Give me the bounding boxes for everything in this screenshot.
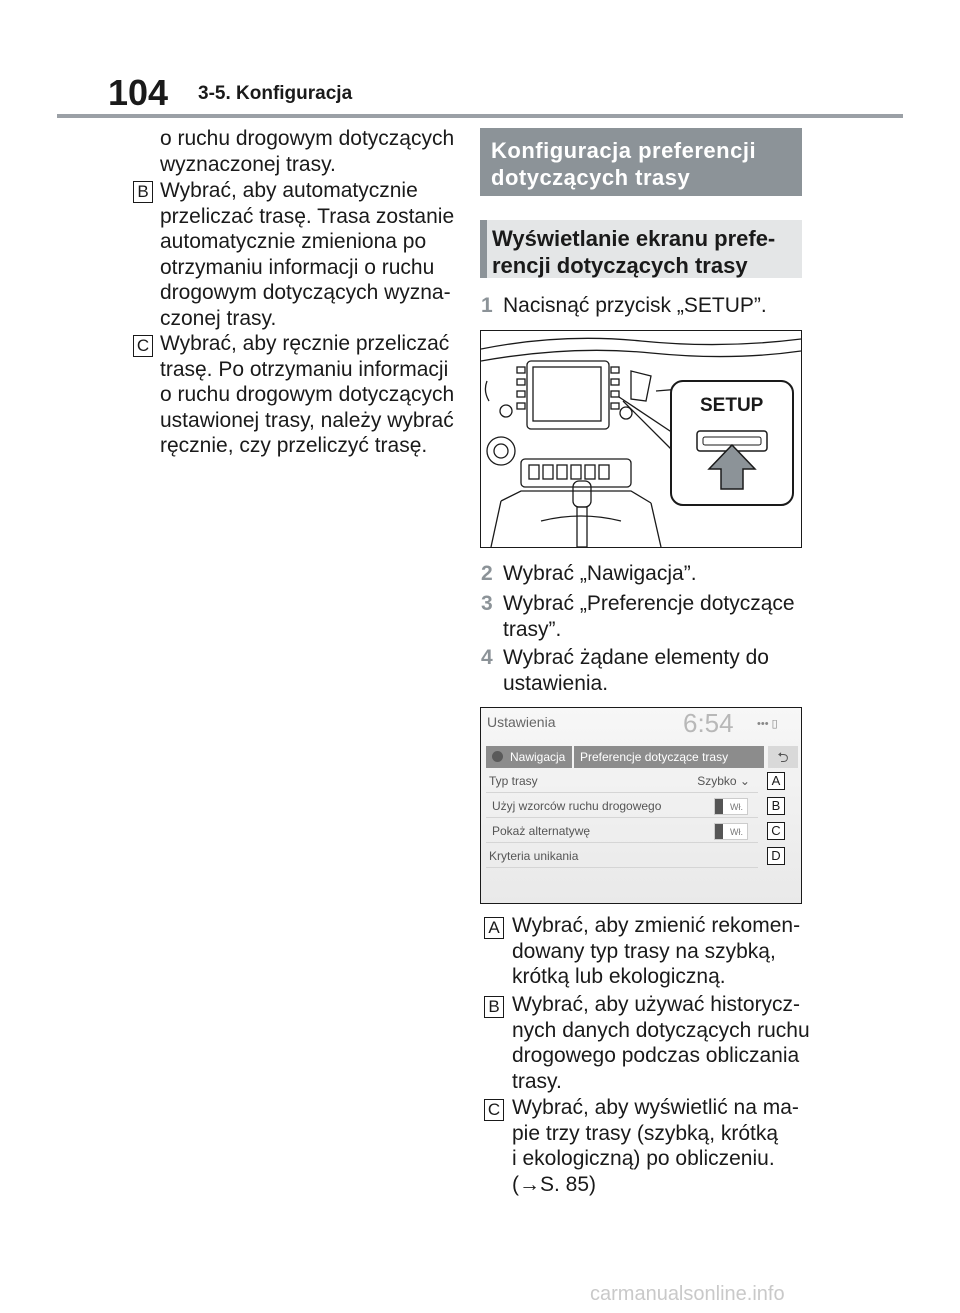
page-number: 104 [108, 72, 169, 113]
back-icon[interactable]: ⮌ [768, 746, 798, 768]
text-line: trasę. Po otrzymaniu informacji [160, 357, 449, 381]
letter-marker-b: B [767, 797, 785, 815]
route-type-value: Szybko ⌄ [697, 774, 750, 788]
text-line: Nacisnąć przycisk „SETUP”. [503, 294, 767, 317]
text-line: Wybrać, aby zmienić rekomen- [512, 914, 801, 937]
letter-marker-a: A [767, 772, 785, 790]
text-line: przeliczać trasę. Trasa zostanie [160, 204, 455, 228]
step-1-text [503, 293, 767, 319]
letter-marker-a: A [484, 917, 504, 939]
text-line: Wybrać żądane elementy do [503, 646, 769, 669]
letter-marker-d: D [767, 847, 785, 865]
traffic-patterns-row[interactable] [486, 795, 758, 818]
screen-clock: 6:54 [683, 708, 734, 738]
text-line: ręcznie, czy przeliczyć trasę. [160, 434, 428, 457]
letter-marker-c: C [767, 822, 785, 840]
subheading-accent-bar [480, 220, 487, 278]
step-number: 2 [481, 562, 493, 585]
text-line: Wybrać „Nawigacja”. [503, 562, 697, 585]
show-alternative-toggle[interactable]: Wł. [714, 823, 748, 840]
text-line: krótką lub ekologiczną. [512, 965, 726, 988]
traffic-patterns-toggle[interactable]: Wł. [714, 798, 748, 815]
item-b-paragraph [160, 178, 454, 331]
text-line: otrzymaniu informacji o ruchu [160, 255, 435, 279]
text-line: wyznaczonej trasy. [160, 152, 336, 176]
text-line: drogowym dotyczących wyzna- [160, 281, 451, 304]
description-c [512, 1095, 799, 1197]
text-line: o ruchu drogowym dotyczących [160, 127, 455, 150]
text-line: ustawionej trasy, należy wybrać [160, 408, 454, 432]
text-line: Wybrać, aby ręcznie przeliczać [160, 332, 450, 355]
description-b [512, 992, 810, 1094]
dashboard-drawing [481, 331, 801, 547]
step-2-text [503, 561, 697, 587]
section-title: 3-5. Konfiguracja [198, 83, 353, 104]
step-number: 3 [481, 592, 493, 615]
row-label: Użyj wzorców ruchu drogowego [492, 799, 662, 813]
dashboard-illustration [480, 330, 802, 548]
letter-marker-c: C [133, 335, 153, 357]
text-line: drogowego podczas obliczania [512, 1044, 800, 1067]
text-line: Wybrać, aby automatycznie [160, 179, 418, 202]
route-type-row[interactable] [486, 770, 758, 793]
intro-paragraph [160, 126, 454, 177]
text-line: automatycznie zmieniona po [160, 230, 427, 253]
text-line: ustawienia. [503, 671, 609, 695]
settings-screen-capture [480, 707, 802, 904]
text-line: czonej trasy. [160, 306, 277, 330]
text-line: trasy. [512, 1069, 562, 1093]
subsection-heading [480, 220, 802, 278]
watermark: carmanualsonline.info [590, 1283, 785, 1305]
text-line: i ekologiczną) po obliczeniu. [512, 1147, 775, 1170]
text-line: dowany typ trasy na szybką, [512, 939, 776, 963]
letter-marker-b: B [133, 181, 153, 203]
row-label: Pokaż alternatywę [492, 824, 591, 838]
signal-icon: ••• ▯ [757, 718, 778, 730]
text-line: Wybrać „Preferencje dotyczące [503, 592, 795, 615]
show-alternative-row[interactable] [486, 820, 758, 843]
step-3-text [503, 591, 795, 642]
text-line: pie trzy trasy (szybką, krótką [512, 1121, 779, 1145]
text-line: nych danych dotyczących ruchu [512, 1018, 810, 1042]
row-label: Kryteria unikania [489, 849, 579, 863]
text-line: o ruchu drogowym dotyczących [160, 383, 455, 406]
item-c-paragraph [160, 331, 454, 459]
step-number: 1 [481, 294, 493, 317]
step-4-text [503, 645, 769, 696]
text-line: Wybrać, aby używać historycz- [512, 993, 801, 1016]
letter-marker-b: B [484, 996, 504, 1018]
step-number: 4 [481, 646, 493, 669]
description-a [512, 913, 800, 990]
heading-line: dotyczących trasy [491, 165, 691, 190]
navigation-icon [492, 751, 503, 762]
breadcrumb-route-preferences[interactable]: Preferencje dotyczące trasy [574, 746, 764, 768]
text-line: Wybrać, aby wyświetlić na ma- [512, 1096, 799, 1119]
heading-line: Konfiguracja preferencji [491, 138, 757, 163]
row-label: Typ trasy [489, 774, 538, 788]
text-line: trasy”. [503, 617, 562, 641]
avoidance-criteria-row[interactable] [486, 845, 758, 868]
subheading-line: Wyświetlanie ekranu prefe- [492, 226, 776, 251]
header-rule [57, 114, 903, 118]
page-reference[interactable]: (→S. 85) [512, 1172, 597, 1196]
section-heading [480, 128, 802, 196]
breadcrumb-navigation[interactable]: Nawigacja [486, 746, 572, 768]
screen-title: Ustawienia [487, 714, 556, 730]
letter-marker-c: C [484, 1099, 504, 1121]
setup-label: SETUP [700, 395, 764, 416]
subheading-line: rencji dotyczących trasy [492, 253, 748, 278]
